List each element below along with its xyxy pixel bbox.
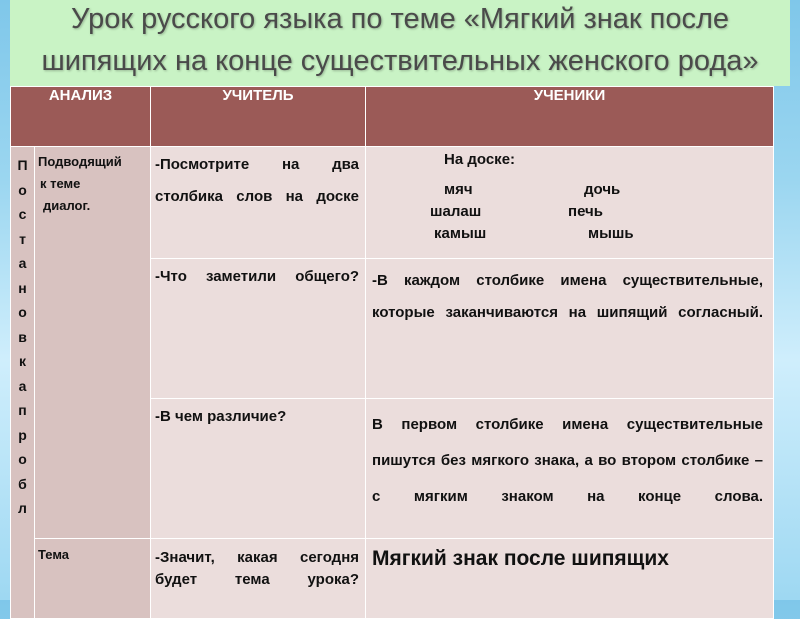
lesson-table — [10, 86, 774, 619]
teacher-text: -В чем различие? — [155, 408, 287, 425]
vertical-letter: П — [17, 157, 28, 173]
vertical-letter: а — [18, 255, 27, 271]
slide-title-box — [10, 0, 790, 86]
teacher-text: -Что заметили общего? — [155, 268, 360, 285]
table-header-row — [11, 87, 774, 147]
students-cell — [366, 539, 774, 619]
teacher-text: -Посмотрите на два столбика слов на доске — [155, 156, 360, 205]
teacher-cell — [151, 399, 366, 539]
analysis-line: к теме — [40, 176, 81, 191]
vertical-letter: о — [18, 304, 27, 320]
analysis-line: диалог. — [43, 198, 91, 213]
teacher-cell — [151, 259, 366, 399]
vertical-letter: б — [18, 475, 27, 492]
board-word: печь — [568, 203, 603, 220]
students-text: Мягкий знак после шипящих — [372, 547, 669, 570]
vertical-letter: о — [18, 181, 27, 198]
vertical-letter: т — [19, 230, 26, 247]
analysis-cell — [35, 539, 151, 619]
vertical-label-cell — [11, 147, 35, 619]
table-row — [11, 147, 774, 259]
header-teacher: УЧИТЕЛЬ — [151, 87, 366, 147]
analysis-topic: Тема — [38, 547, 70, 562]
board-word: шалаш — [430, 203, 482, 220]
vertical-label — [11, 147, 34, 521]
board-words — [366, 147, 773, 257]
board-label: На доске: — [444, 151, 516, 168]
vertical-letter: о — [18, 451, 27, 467]
teacher-text: -Значит, какая сегодня будет тема урока? — [155, 549, 360, 588]
header-students: УЧЕНИКИ — [366, 87, 774, 147]
vertical-letter: с — [18, 206, 27, 222]
board-word: мышь — [588, 225, 634, 242]
analysis-cell — [35, 147, 151, 539]
vertical-letter: к — [18, 353, 26, 369]
vertical-letter: л — [18, 500, 27, 516]
vertical-letter: а — [18, 377, 27, 394]
analysis-line: Подводящий — [38, 154, 122, 169]
teacher-cell — [151, 147, 366, 259]
students-text: -В каждом столбике имена существительные, которые заканчиваются на шипящий согласный. — [372, 272, 764, 321]
header-analysis: АНАЛИЗ — [11, 87, 151, 147]
board-word: дочь — [584, 181, 621, 198]
board-word: мяч — [444, 181, 473, 198]
vertical-letter: н — [18, 279, 27, 296]
students-cell — [366, 259, 774, 399]
board-word: камыш — [434, 225, 487, 242]
teacher-cell — [151, 539, 366, 619]
vertical-letter: п — [18, 402, 27, 418]
slide-title: Урок русского языка по теме «Мягкий знак после шипящих на конце существительных женского рода» — [41, 3, 759, 77]
table-row — [11, 539, 774, 619]
vertical-letter: р — [18, 426, 27, 443]
vertical-letter: в — [18, 328, 27, 345]
students-cell — [366, 399, 774, 539]
students-cell — [366, 147, 774, 259]
students-text: В первом столбике имена существительные пишутся без мягкого знака, а во втором столбике – с мягким знаком на конце слова. — [372, 416, 764, 505]
